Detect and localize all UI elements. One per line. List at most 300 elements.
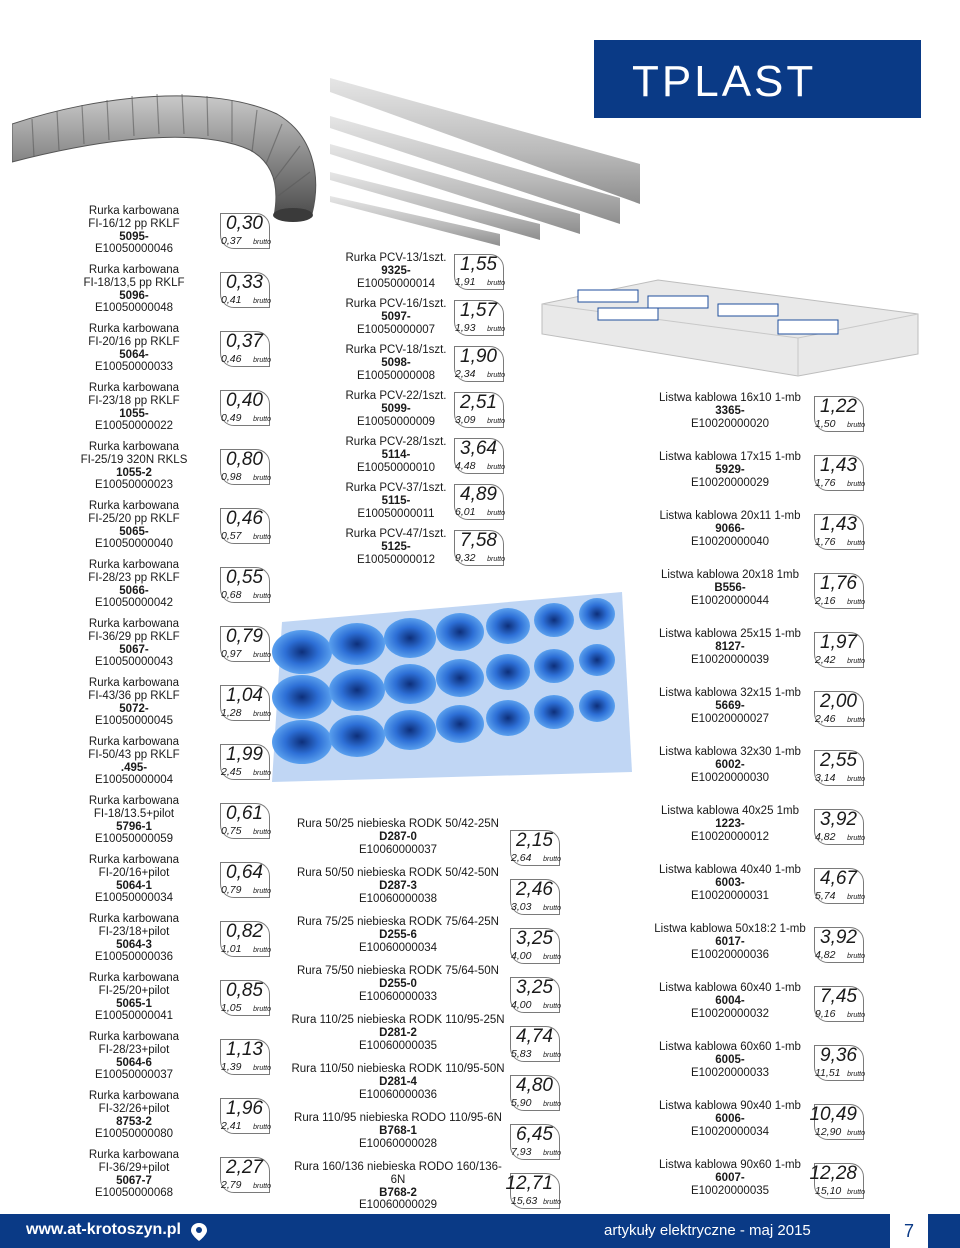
net-price: 0,33 xyxy=(226,272,263,293)
brutto-label: brutto xyxy=(253,1124,271,1131)
item-index: E10050000059 xyxy=(94,833,174,846)
item-code: B556- xyxy=(714,581,746,594)
item-index: E10020000040 xyxy=(690,535,770,548)
item-index: E10050000011 xyxy=(357,507,435,520)
brutto-label: brutto xyxy=(543,1003,561,1010)
gross-price: 15,63 xyxy=(511,1195,538,1207)
item-index: E10050000009 xyxy=(356,415,436,428)
price-box xyxy=(220,508,270,544)
brutto-label: brutto xyxy=(847,1012,865,1019)
gross-price: 4,00 xyxy=(511,999,532,1011)
item-name: Rurka PCV-28/1szt. xyxy=(345,436,447,448)
tplast-logo-mark xyxy=(594,40,921,118)
item-code: 5065-1 xyxy=(116,997,152,1010)
item-code: D287-0 xyxy=(379,830,417,843)
price-box xyxy=(814,868,864,904)
brutto-label: brutto xyxy=(847,1071,865,1078)
item-code: 5125- xyxy=(381,540,411,553)
item-description xyxy=(54,677,214,728)
item-index: E10050000068 xyxy=(94,1187,174,1200)
item-code: 5796-1 xyxy=(116,820,152,833)
brutto-label: brutto xyxy=(487,464,505,471)
price-box xyxy=(814,632,864,668)
brutto-label: brutto xyxy=(253,534,271,541)
item-name: Rurka PCV-47/1szt. xyxy=(345,528,447,540)
brutto-label: brutto xyxy=(253,1183,271,1190)
item-index: E10060000033 xyxy=(358,990,438,1003)
item-index: E10060000036 xyxy=(358,1088,438,1101)
item-code: 8753-2 xyxy=(116,1115,152,1128)
gross-price: 4,82 xyxy=(815,831,836,843)
item-name: Listwa kablowa 20x11 1-mb xyxy=(659,510,801,522)
item-index: E10020000020 xyxy=(690,417,770,430)
item-name: Listwa kablowa 50x18:2 1-mb xyxy=(654,923,806,935)
brutto-label: brutto xyxy=(847,835,865,842)
gross-price: 2,64 xyxy=(511,852,532,864)
item-description xyxy=(340,298,452,336)
item-index: E10050000043 xyxy=(94,656,174,669)
item-description xyxy=(650,982,810,1020)
item-spec: FI-36/29 pp RKLF xyxy=(88,630,180,643)
item-index: E10050000042 xyxy=(94,597,174,610)
item-description xyxy=(340,436,452,474)
gross-price: 7,93 xyxy=(511,1146,532,1158)
item-index: E10020000036 xyxy=(690,948,770,961)
item-code: B768-2 xyxy=(379,1186,417,1199)
item-name: Listwa kablowa 32x15 1-mb xyxy=(659,687,801,699)
item-code: 5065- xyxy=(119,525,149,538)
net-price: 6,45 xyxy=(516,1124,553,1145)
gross-price: 5,83 xyxy=(511,1048,532,1060)
net-price: 0,40 xyxy=(226,390,263,411)
item-index: E10060000038 xyxy=(358,892,438,905)
brutto-label: brutto xyxy=(847,717,865,724)
map-pin-icon xyxy=(190,1222,208,1242)
item-description xyxy=(288,1161,508,1212)
price-box xyxy=(510,1124,560,1160)
net-price: 4,89 xyxy=(460,484,497,505)
item-code: 1223- xyxy=(715,817,745,830)
gross-price: 0,46 xyxy=(221,353,242,365)
item-code: 1055- xyxy=(119,407,149,420)
cable-tray-image xyxy=(538,268,938,380)
brutto-label: brutto xyxy=(543,905,561,912)
item-index: E10020000035 xyxy=(690,1184,770,1197)
item-spec: FI-28/23 pp RKLF xyxy=(88,571,180,584)
item-code: 9325- xyxy=(381,264,411,277)
gross-price: 2,79 xyxy=(221,1179,242,1191)
brutto-label: brutto xyxy=(253,770,271,777)
net-price: 2,46 xyxy=(516,879,553,900)
item-spec: FI-20/16 pp RKLF xyxy=(88,335,180,348)
brutto-label: brutto xyxy=(253,357,271,364)
brutto-label: brutto xyxy=(543,954,561,961)
item-code: B768-1 xyxy=(379,1124,417,1137)
gross-price: 1,39 xyxy=(221,1061,242,1073)
item-spec: FI-25/20 pp RKLF xyxy=(88,512,180,525)
brutto-label: brutto xyxy=(487,280,505,287)
item-code: 5097- xyxy=(381,310,411,323)
item-name: Rurka karbowana xyxy=(88,795,180,807)
item-index: E10050000008 xyxy=(356,369,436,382)
item-description xyxy=(54,795,214,846)
item-code: 6006- xyxy=(715,1112,745,1125)
net-price: 0,80 xyxy=(226,449,263,470)
net-price: 0,85 xyxy=(226,980,263,1001)
item-description xyxy=(288,1014,508,1052)
gross-price: 2,34 xyxy=(455,368,476,380)
price-box xyxy=(220,803,270,839)
gross-price: 0,41 xyxy=(221,294,242,306)
item-name: Listwa kablowa 90x40 1-mb xyxy=(659,1100,801,1112)
price-box xyxy=(814,573,864,609)
item-description xyxy=(54,736,214,787)
item-name: Rurka karbowana xyxy=(88,500,180,512)
price-box xyxy=(510,879,560,915)
item-name: Rurka karbowana xyxy=(88,559,180,571)
item-spec: FI-43/36 pp RKLF xyxy=(88,689,180,702)
item-name: Listwa kablowa 40x40 1-mb xyxy=(659,864,801,876)
item-index: E10020000012 xyxy=(690,830,770,843)
item-spec: FI-50/43 pp RKLF xyxy=(88,748,180,761)
gross-price: 4,00 xyxy=(511,950,532,962)
item-name: Rurka karbowana xyxy=(88,264,180,276)
item-code: 5098- xyxy=(381,356,411,369)
net-price: 1,97 xyxy=(820,632,857,653)
gross-price: 1,01 xyxy=(221,943,242,955)
price-box xyxy=(220,567,270,603)
brutto-label: brutto xyxy=(847,1130,865,1137)
price-box xyxy=(220,272,270,308)
item-name: Rura 50/25 niebieska RODK 50/42-25N xyxy=(296,818,499,830)
net-price: 0,30 xyxy=(226,213,263,234)
item-index: E10060000035 xyxy=(358,1039,438,1052)
item-name: Listwa kablowa 60x40 1-mb xyxy=(659,982,801,994)
item-code: 8127- xyxy=(715,640,745,653)
item-index: E10050000037 xyxy=(94,1069,174,1082)
item-description xyxy=(54,323,214,374)
price-box xyxy=(220,331,270,367)
item-description xyxy=(54,382,214,433)
price-box xyxy=(454,254,504,290)
item-index: E10050000012 xyxy=(356,553,436,566)
net-price: 3,25 xyxy=(516,928,553,949)
brutto-label: brutto xyxy=(253,416,271,423)
item-name: Listwa kablowa 20x18 1mb xyxy=(660,569,800,581)
item-description xyxy=(650,628,810,666)
gross-price: 1,91 xyxy=(455,276,476,288)
gross-price: 0,75 xyxy=(221,825,242,837)
item-index: E10020000032 xyxy=(690,1007,770,1020)
item-index: E10050000041 xyxy=(94,1010,174,1023)
brutto-label: brutto xyxy=(543,1199,561,1206)
item-description xyxy=(650,569,810,607)
gross-price: 4,82 xyxy=(815,949,836,961)
item-index: E10050000014 xyxy=(356,277,436,290)
item-code: .495- xyxy=(120,761,148,774)
item-code: 1055-2 xyxy=(116,466,152,479)
item-description xyxy=(54,1149,214,1200)
net-price: 4,74 xyxy=(516,1026,553,1047)
item-name: Listwa kablowa 60x60 1-mb xyxy=(659,1041,801,1053)
brutto-label: brutto xyxy=(487,326,505,333)
item-spec: FI-28/23+pilot xyxy=(98,1043,170,1056)
item-name: Rurka karbowana xyxy=(88,1149,180,1161)
price-box xyxy=(809,1163,865,1199)
item-code: 5067-7 xyxy=(116,1174,152,1187)
gross-price: 0,79 xyxy=(221,884,242,896)
item-description xyxy=(340,390,452,428)
brutto-label: brutto xyxy=(847,894,865,901)
brutto-label: brutto xyxy=(847,422,865,429)
item-code: 6003- xyxy=(715,876,745,889)
gross-price: 9,32 xyxy=(455,552,476,564)
brutto-label: brutto xyxy=(847,481,865,488)
item-index: E10020000039 xyxy=(690,653,770,666)
item-index: E10050000007 xyxy=(356,323,436,336)
net-price: 4,80 xyxy=(516,1075,553,1096)
item-description xyxy=(54,618,214,669)
brutto-label: brutto xyxy=(253,1065,271,1072)
item-index: E10050000022 xyxy=(94,420,174,433)
gross-price: 6,01 xyxy=(455,506,476,518)
item-name: Listwa kablowa 40x25 1mb xyxy=(660,805,800,817)
brutto-label: brutto xyxy=(487,510,505,517)
net-price: 3,92 xyxy=(820,809,857,830)
website-link[interactable]: www.at-krotoszyn.pl xyxy=(26,1221,181,1238)
item-spec: FI-32/26+pilot xyxy=(98,1102,170,1115)
price-box xyxy=(454,438,504,474)
item-code: 5099- xyxy=(381,402,411,415)
price-box xyxy=(454,530,504,566)
price-box xyxy=(814,396,864,432)
item-description xyxy=(54,441,214,492)
price-box xyxy=(220,980,270,1016)
item-index: E10050000080 xyxy=(94,1128,174,1141)
item-code: 6007- xyxy=(715,1171,745,1184)
item-name: Rura 160/136 niebieska RODO 160/136-6N xyxy=(294,1161,502,1186)
item-name: Listwa kablowa 90x60 1-mb xyxy=(659,1159,801,1171)
brutto-label: brutto xyxy=(543,856,561,863)
item-name: Listwa kablowa 25x15 1-mb xyxy=(659,628,801,640)
gross-price: 1,50 xyxy=(815,418,836,430)
net-price: 1,22 xyxy=(820,396,857,417)
price-box xyxy=(220,213,270,249)
item-name: Rura 110/95 niebieska RODO 110/95-6N xyxy=(294,1112,502,1124)
item-description xyxy=(650,1100,810,1138)
gross-price: 1,76 xyxy=(815,536,836,548)
item-index: E10050000048 xyxy=(94,302,174,315)
brutto-label: brutto xyxy=(253,239,271,246)
item-name: Rurka karbowana xyxy=(88,1090,180,1102)
item-spec: FI-16/12 pp RKLF xyxy=(88,217,180,230)
brutto-label: brutto xyxy=(253,829,271,836)
item-code: 5095- xyxy=(119,230,149,243)
item-code: 6005- xyxy=(715,1053,745,1066)
net-price: 4,67 xyxy=(820,868,857,889)
item-description xyxy=(650,923,810,961)
net-price: 1,99 xyxy=(226,744,263,765)
gross-price: 1,93 xyxy=(455,322,476,334)
item-code: 5064-6 xyxy=(116,1056,152,1069)
brutto-label: brutto xyxy=(543,1052,561,1059)
item-description xyxy=(340,344,452,382)
net-price: 10,49 xyxy=(809,1104,857,1125)
item-index: E10060000037 xyxy=(358,843,438,856)
price-box xyxy=(814,691,864,727)
item-index: E10020000034 xyxy=(690,1125,770,1138)
price-box xyxy=(220,626,270,662)
gross-price: 0,68 xyxy=(221,589,242,601)
item-index: E10050000033 xyxy=(94,361,174,374)
item-spec: FI-23/18+pilot xyxy=(98,925,170,938)
item-description xyxy=(650,510,810,548)
item-index: E10020000044 xyxy=(690,594,770,607)
item-name: Rura 110/50 niebieska RODK 110/95-50N xyxy=(291,1063,505,1075)
net-price: 1,13 xyxy=(226,1039,263,1060)
gross-price: 1,28 xyxy=(221,707,242,719)
price-box xyxy=(220,921,270,957)
net-price: 0,64 xyxy=(226,862,263,883)
item-index: E10050000045 xyxy=(94,715,174,728)
item-name: Rurka karbowana xyxy=(88,972,180,984)
gross-price: 0,97 xyxy=(221,648,242,660)
item-index: E10060000029 xyxy=(358,1199,438,1212)
price-box xyxy=(814,986,864,1022)
item-description xyxy=(54,500,214,551)
brutto-label: brutto xyxy=(253,652,271,659)
item-index: E10050000036 xyxy=(94,951,174,964)
brutto-label: brutto xyxy=(253,711,271,718)
item-description xyxy=(288,867,508,905)
item-code: D255-6 xyxy=(379,928,417,941)
item-description xyxy=(340,482,452,520)
tplast-logo xyxy=(594,40,921,118)
item-code: 5096- xyxy=(119,289,149,302)
price-box xyxy=(809,1104,865,1140)
logo-text: TPLAST xyxy=(632,57,817,106)
item-index: E10020000033 xyxy=(690,1066,770,1079)
price-box xyxy=(814,927,864,963)
price-box xyxy=(510,928,560,964)
price-box xyxy=(454,484,504,520)
item-code: 6002- xyxy=(715,758,745,771)
item-description xyxy=(54,1090,214,1141)
item-name: Rurka karbowana xyxy=(88,205,180,217)
item-description xyxy=(650,1041,810,1079)
item-description xyxy=(340,252,452,290)
net-price: 12,28 xyxy=(809,1163,857,1184)
price-box xyxy=(220,1157,270,1193)
gross-price: 2,41 xyxy=(221,1120,242,1132)
item-name: Rurka karbowana xyxy=(88,913,180,925)
item-code: 5114- xyxy=(381,448,411,461)
net-price: 12,71 xyxy=(505,1173,553,1194)
net-price: 0,82 xyxy=(226,921,263,942)
item-name: Rurka PCV-22/1szt. xyxy=(345,390,447,402)
item-index: E10050000040 xyxy=(94,538,174,551)
item-code: 5064- xyxy=(119,348,149,361)
item-description xyxy=(288,1063,508,1101)
item-name: Listwa kablowa 16x10 1-mb xyxy=(659,392,801,404)
item-description xyxy=(54,1031,214,1082)
brutto-label: brutto xyxy=(487,372,505,379)
footer-tagline: artykuły elektryczne - maj 2015 xyxy=(604,1222,811,1239)
brutto-label: brutto xyxy=(847,540,865,547)
brutto-label: brutto xyxy=(847,599,865,606)
item-code: 5115- xyxy=(381,494,411,507)
net-price: 1,96 xyxy=(226,1098,263,1119)
brutto-label: brutto xyxy=(253,947,271,954)
item-description xyxy=(650,392,810,430)
net-price: 1,76 xyxy=(820,573,857,594)
price-box xyxy=(220,1039,270,1075)
item-description xyxy=(650,805,810,843)
gross-price: 2,16 xyxy=(815,595,836,607)
item-code: 5929- xyxy=(715,463,745,476)
item-name: Rurka PCV-37/1szt. xyxy=(345,482,447,494)
item-code: D281-4 xyxy=(379,1075,417,1088)
price-box xyxy=(454,392,504,428)
item-description xyxy=(650,687,810,725)
item-name: Rurka PCV-18/1szt. xyxy=(345,344,447,356)
brutto-label: brutto xyxy=(487,556,505,563)
price-box xyxy=(454,300,504,336)
net-price: 0,79 xyxy=(226,626,263,647)
net-price: 2,55 xyxy=(820,750,857,771)
price-box xyxy=(220,862,270,898)
brutto-label: brutto xyxy=(847,658,865,665)
price-box xyxy=(454,346,504,382)
price-box xyxy=(510,830,560,866)
gross-price: 3,09 xyxy=(455,414,476,426)
price-box xyxy=(220,449,270,485)
item-index: E10060000028 xyxy=(358,1137,438,1150)
net-price: 2,00 xyxy=(820,691,857,712)
gross-price: 5,74 xyxy=(815,890,836,902)
item-name: Rurka karbowana xyxy=(88,1031,180,1043)
item-description xyxy=(54,972,214,1023)
brutto-label: brutto xyxy=(253,475,271,482)
net-price: 1,43 xyxy=(820,514,857,535)
item-description xyxy=(54,913,214,964)
item-description xyxy=(288,818,508,856)
price-box xyxy=(220,744,270,780)
item-description xyxy=(650,746,810,784)
gross-price: 1,76 xyxy=(815,477,836,489)
brutto-label: brutto xyxy=(847,953,865,960)
net-price: 3,64 xyxy=(460,438,497,459)
gross-price: 3,14 xyxy=(815,772,836,784)
item-name: Rurka PCV-16/1szt. xyxy=(345,298,447,310)
gross-price: 0,98 xyxy=(221,471,242,483)
item-description xyxy=(54,264,214,315)
brutto-label: brutto xyxy=(253,1006,271,1013)
item-name: Rurka karbowana xyxy=(88,441,180,453)
gross-price: 4,48 xyxy=(455,460,476,472)
price-box xyxy=(220,685,270,721)
price-box xyxy=(510,1026,560,1062)
item-index: E10050000010 xyxy=(356,461,436,474)
item-name: Rurka PCV-13/1szt. xyxy=(345,252,447,264)
net-price: 1,55 xyxy=(460,254,497,275)
item-description xyxy=(340,528,452,566)
brutto-label: brutto xyxy=(847,1189,865,1196)
item-code: 5072- xyxy=(119,702,149,715)
item-spec: FI-25/19 320N RKLS xyxy=(80,453,188,466)
item-index: E10050000023 xyxy=(94,479,174,492)
item-code: D287-3 xyxy=(379,879,417,892)
